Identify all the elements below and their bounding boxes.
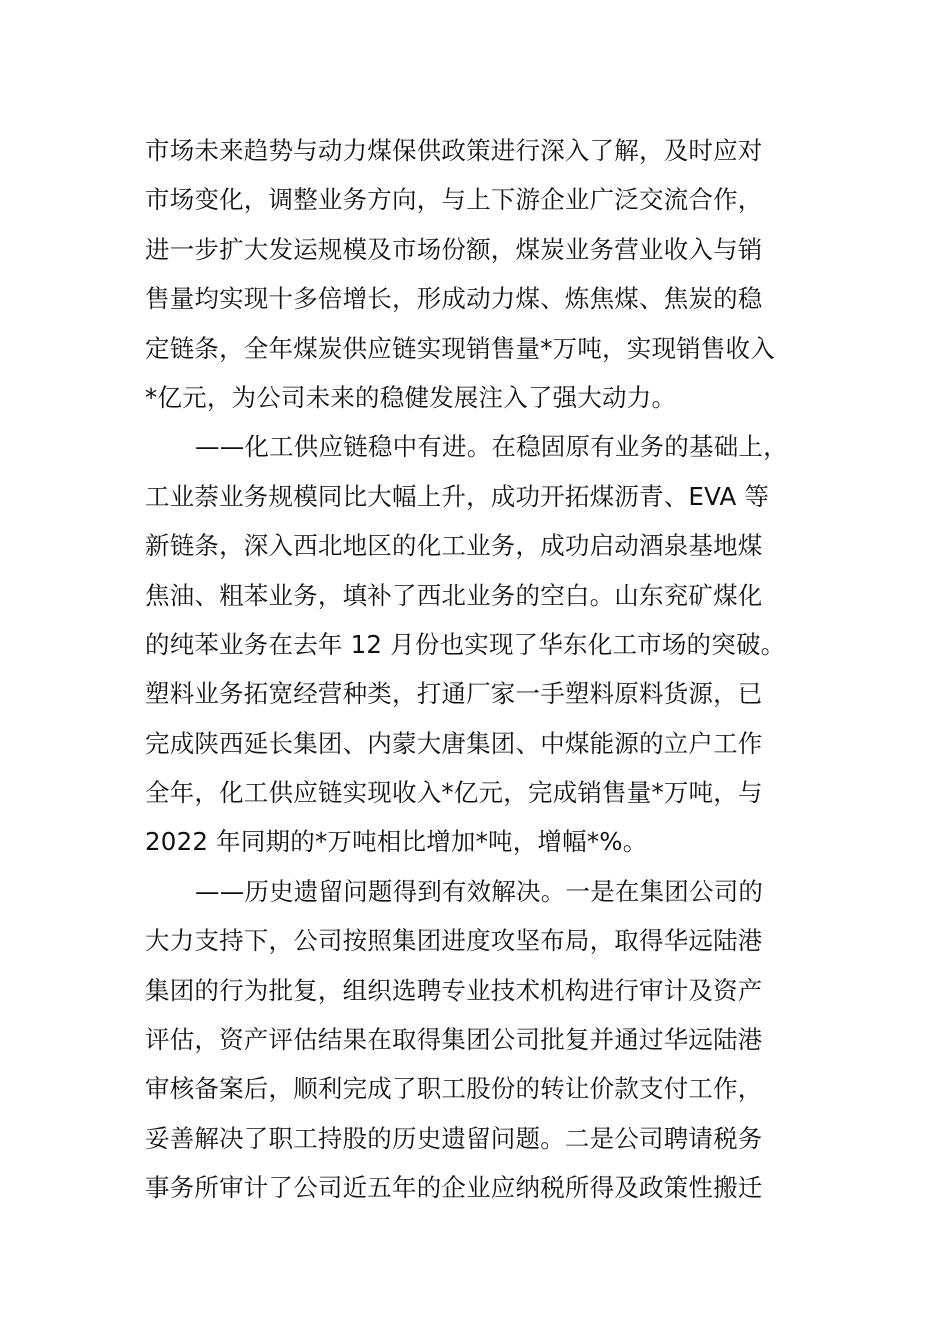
text-line: 焦油、粗苯业务，填补了西北业务的空白。山东兖矿煤化 [145,580,763,610]
text-line: 集团的行为批复，组织选聘专业技术机构进行审计及资产 [145,975,763,1005]
text-line: *亿元，为公司未来的稳健发展注入了强大动力。 [145,382,677,412]
text-line: 进一步扩大发运规模及市场份额，煤炭业务营业收入与销 [145,234,763,264]
text-line: 市场未来趋势与动力煤保供政策进行深入了解，及时应对 [145,136,763,165]
text-line: 2022 年同期的*万吨相比增加*吨，增幅*%。 [145,827,648,857]
text-line: 定链条，全年煤炭供应链实现销售量*万吨，实现销售收入 [145,333,775,363]
text-line: 评估，资产评估结果在取得集团公司批复并通过华远陆港 [145,1025,763,1055]
text-line: 市场变化，调整业务方向，与上下游企业广泛交流合作， [145,185,763,215]
paragraph-heading-legacy-issues: ——历史遗留问题得到有效解决。一是在集团公司的 [195,876,764,906]
text-line: 妥善解决了职工持股的历史遗留问题。二是公司聘请税务 [145,1123,763,1153]
text-line: 的纯苯业务在去年 12 月份也实现了华东化工市场的突破。 [145,629,786,659]
paragraph-heading-chemical-supply-chain: ——化工供应链稳中有进。在稳固原有业务的基础上， [195,432,788,462]
body-text [145,126,815,1213]
text-line: 事务所审计了公司近五年的企业应纳税所得及政策性搬迁 [145,1173,763,1203]
text-line: 大力支持下，公司按照集团进度攻坚布局，取得华远陆港 [145,926,763,956]
text-line: 新链条，深入西北地区的化工业务，成功启动酒泉基地煤 [145,531,763,561]
text-line: 塑料业务拓宽经营种类，打通厂家一手塑料原料货源，已 [145,679,763,709]
text-line: 工业萘业务规模同比大幅上升，成功开拓煤沥青、EVA 等 [145,481,770,511]
text-line: 完成陕西延长集团、内蒙大唐集团、中煤能源的立户工作 [145,728,763,758]
text-line: 审核备案后，顺利完成了职工股份的转让价款支付工作， [145,1074,763,1104]
text-line: 售量均实现十多倍增长，形成动力煤、炼焦煤、焦炭的稳 [145,284,763,314]
text-line: 全年，化工供应链实现收入*亿元，完成销售量*万吨，与 [145,778,763,808]
